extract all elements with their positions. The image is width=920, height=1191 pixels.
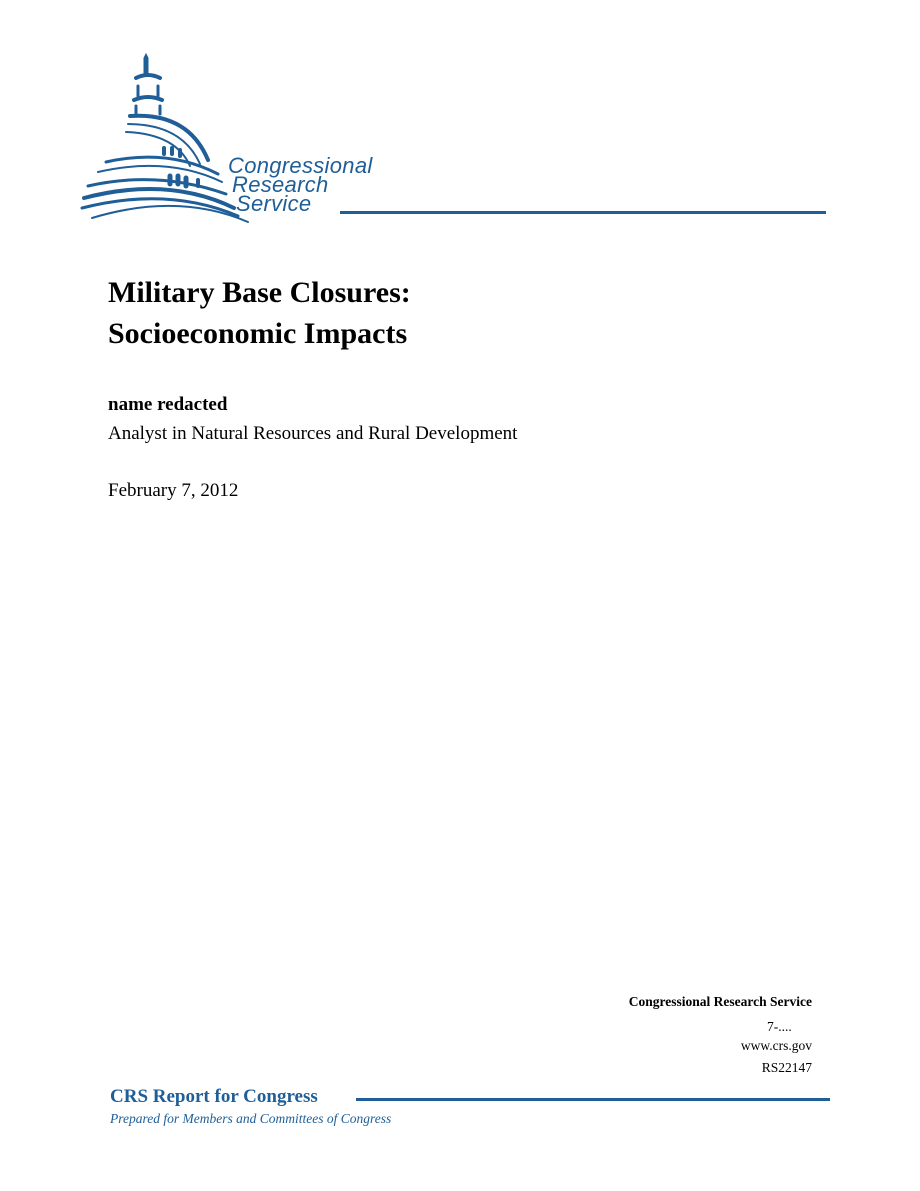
author-title: Analyst in Natural Resources and Rural Development	[108, 423, 518, 444]
report-title-line2: Socioeconomic Impacts	[108, 317, 408, 350]
org-wordmark	[228, 153, 373, 216]
org-name-line1: Congressional	[228, 153, 373, 178]
publisher-organization: Congressional Research Service	[628, 994, 812, 1009]
footer-subtitle: Prepared for Members and Committees of Congress	[110, 1111, 392, 1126]
report-title	[108, 272, 411, 354]
report-title-line1: Military Base Closures:	[108, 276, 411, 309]
report-date: February 7, 2012	[108, 480, 239, 501]
order-code: 7-....	[767, 1019, 792, 1034]
website: www.crs.gov	[740, 1038, 812, 1053]
footer-divider	[356, 1098, 830, 1101]
author-name: name redacted	[108, 394, 228, 415]
header-divider	[340, 211, 826, 214]
org-name-line3: Service	[236, 191, 312, 216]
org-name-line2: Research	[232, 172, 329, 197]
footer-title: CRS Report for Congress	[110, 1086, 318, 1107]
publisher-info	[629, 991, 812, 1079]
report-number: RS22147	[761, 1060, 812, 1075]
